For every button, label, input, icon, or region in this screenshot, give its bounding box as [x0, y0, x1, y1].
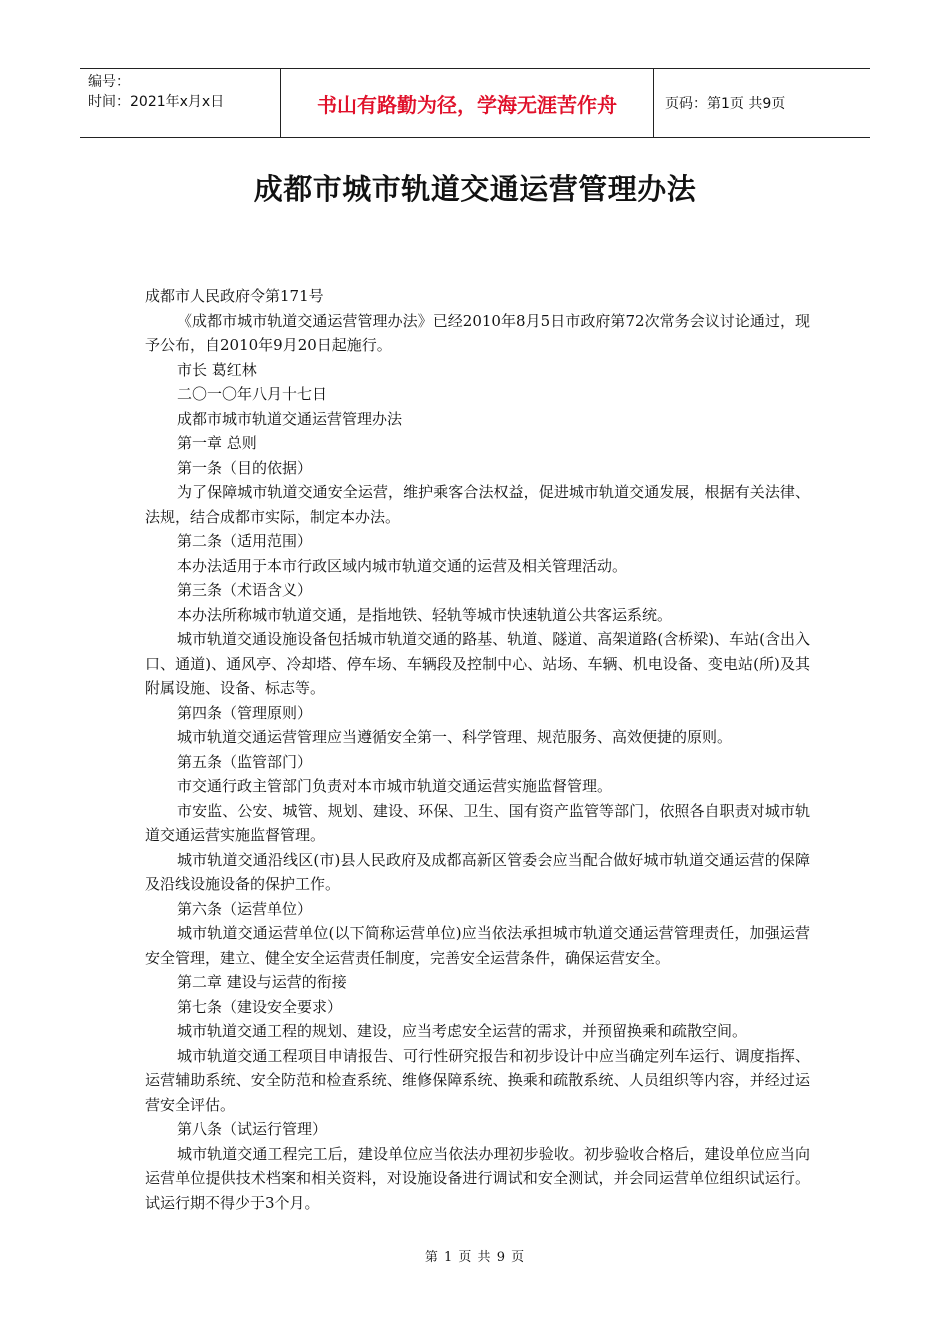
paragraph: 为了保障城市轨道交通安全运营，维护乘客合法权益，促进城市轨道交通发展，根据有关法律、法规，结合成都市实际，制定本办法。	[145, 483, 810, 526]
paragraph: 成都市人民政府令第171号	[145, 287, 324, 305]
paragraph: 市安监、公安、城管、规划、建设、环保、卫生、国有资产监管等部门，依照各自职责对城市轨道交通运营实施监督管理。	[145, 801, 810, 844]
document-body	[145, 284, 810, 1215]
paragraph: 第六条（运营单位）	[177, 899, 313, 918]
header-meta	[80, 69, 278, 137]
paragraph: 第八条（试运行管理）	[177, 1120, 328, 1138]
paragraph: 城市轨道交通工程项目申请报告、可行性研究报告和初步设计中应当确定列车运行、调度指挥、运营辅助系统、安全防范和检查系统、维修保障系统、换乘和疏散系统、人员组织等内容，并经过运营安全评估。	[145, 1046, 810, 1114]
paragraph: 城市轨道交通工程的规划、建设，应当考虑安全运营的需求，并预留换乘和疏散空间。	[177, 1022, 748, 1040]
paragraph: 第一章 总则	[177, 434, 257, 452]
paragraph: 第七条（建设安全要求）	[177, 997, 343, 1016]
paragraph: 第三条（术语含义）	[177, 581, 313, 599]
paragraph: 第五条（监管部门）	[177, 752, 313, 771]
paragraph: 第四条（管理原则）	[177, 703, 313, 722]
paragraph: 本办法适用于本市行政区域内城市轨道交通的运营及相关管理活动。	[177, 556, 628, 575]
paragraph: 城市轨道交通运营管理应当遵循安全第一、科学管理、规范服务、高效便捷的原则。	[177, 728, 733, 746]
paragraph: 第一条（目的依据）	[177, 458, 313, 477]
paragraph: 成都市城市轨道交通运营管理办法	[177, 409, 403, 428]
paragraph: 市交通行政主管部门负责对本市城市轨道交通运营实施监督管理。	[177, 777, 613, 795]
serial-label: 编号：	[88, 74, 130, 90]
paragraph: 二〇一〇年八月十七日	[177, 385, 328, 403]
paragraph: 本办法所称城市轨道交通，是指地铁、轻轨等城市快速轨道公共客运系统。	[177, 605, 673, 624]
header-page-info: 页码：第1页 共9页	[665, 96, 786, 112]
paragraph: 第二条（适用范围）	[177, 532, 313, 550]
paragraph: 市长 葛红林	[177, 360, 257, 379]
page-footer: 第 1 页 共 9 页	[424, 1250, 526, 1265]
paragraph: 《成都市城市轨道交通运营管理办法》已经2010年8月5日市政府第72次常务会议讨论通过，现予公布，自2010年9月20日起施行。	[145, 311, 810, 354]
document-header	[80, 68, 870, 138]
time-label: 时间：2021年x月x日	[88, 94, 225, 110]
paragraph: 城市轨道交通运营单位(以下简称运营单位)应当依法承担城市轨道交通运营管理责任，加强运营安全管理，建立、健全安全运营责任制度，完善安全运营条件，确保运营安全。	[145, 924, 810, 967]
paragraph: 城市轨道交通沿线区(市)县人民政府及成都高新区管委会应当配合做好城市轨道交通运营的保障及沿线设施设备的保护工作。	[145, 850, 810, 893]
document-title: 成都市城市轨道交通运营管理办法	[253, 172, 697, 206]
paragraph: 城市轨道交通工程完工后，建设单位应当依法办理初步验收。初步验收合格后，建设单位应当向运营单位提供技术档案和相关资料，对设施设备进行调试和安全测试，并会同运营单位组织试运行。试运行期不得少于3个月。	[145, 1144, 810, 1212]
paragraph: 城市轨道交通设施设备包括城市轨道交通的路基、轨道、隧道、高架道路(含桥梁)、车站(含出入口、通道)、通风亭、冷却塔、停车场、车辆段及控制中心、站场、车辆、机电设备、变电站(所)及其附属设施、设备、标志等。	[145, 630, 810, 697]
paragraph: 第二章 建设与运营的衔接	[177, 973, 347, 991]
header-motto: 书山有路勤为径，学海无涯苦作舟	[280, 69, 654, 137]
